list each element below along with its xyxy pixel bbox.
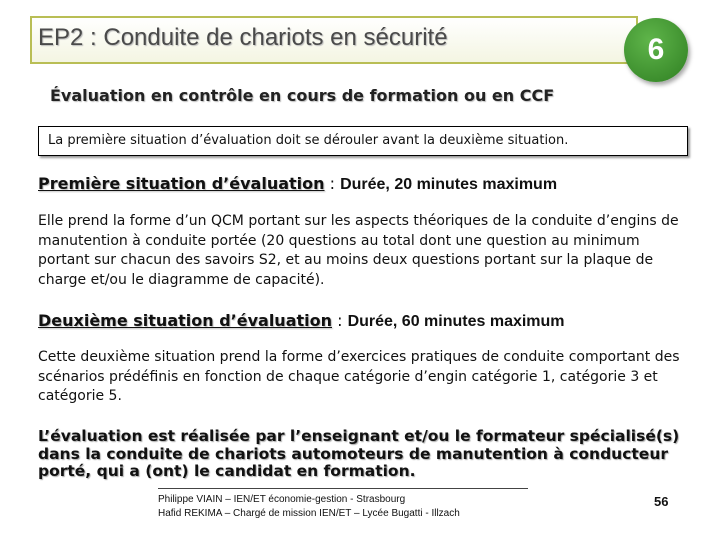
section2-separator: : [332, 311, 348, 330]
section2-heading [38, 311, 565, 331]
footer-credits [158, 493, 460, 521]
page-subtitle: Évaluation en contrôle en cours de formation ou en CCF [50, 86, 555, 105]
footer-author-1: Philippe VIAIN – IEN/ET économie-gestion - Strasbourg [158, 494, 406, 505]
page-number: 56 [654, 494, 669, 509]
page-title: EP2 : Conduite de chariots en sécurité [38, 24, 448, 51]
section1-duration: Durée, 20 minutes maximum [340, 176, 558, 193]
section1-separator: : [324, 174, 341, 193]
section2-body: Cette deuxième situation prend la forme d’exercices pratiques de conduite comportant des scénarios prédéfinis en fonction de chaque catégorie d’engin catégorie 1, catégorie 3 et catégorie 5. [38, 349, 680, 404]
section2-duration: Durée, 60 minutes maximum [347, 313, 565, 330]
notice-box: La première situation d’évaluation doit se dérouler avant la deuxième situation. [38, 126, 688, 156]
section-number-badge: 6 [624, 18, 688, 82]
conclusion-text: L’évaluation est réalisée par l’enseignant et/ou le formateur spécialisé(s) dans la conduite de chariots automoteurs de manutention à conducteur porté, qui a (ont) le candidat en formation. [38, 427, 680, 480]
footer-author-2: Hafid REKIMA – Chargé de mission IEN/ET – Lycée Bugatti - Illzach [158, 508, 460, 519]
section1-body: Elle prend la forme d’un QCM portant sur les aspects théoriques de la conduite d’engins de manutention à conduite portée (20 questions au total dont une question au minimum portant sur chacun des savoirs S2, et au moins deux questions portant sur la plaque de charge et/ou le diagramme de capacité). [38, 213, 679, 288]
section1-title: Première situation d’évaluation [38, 174, 325, 193]
section2-title: Deuxième situation d’évaluation [38, 311, 332, 330]
footer-divider [158, 488, 528, 489]
section1-heading [38, 174, 557, 194]
